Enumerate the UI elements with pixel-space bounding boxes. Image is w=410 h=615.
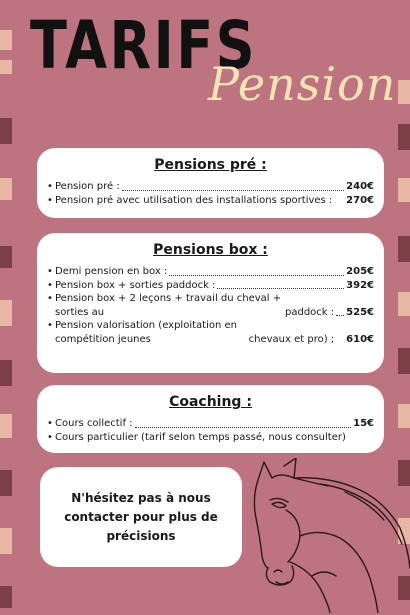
item-label-line1: • Pension valorisation (exploitation en compétition jeunes <box>55 320 237 345</box>
item-price: 525€ <box>346 306 374 318</box>
price-item <box>47 319 374 346</box>
item-price: 270€ <box>346 194 374 206</box>
item-label-line2: chevaux et pro) ; <box>248 333 335 345</box>
price-item <box>47 279 374 293</box>
section-heading: Pensions pré : <box>154 157 267 173</box>
dotted-leader <box>169 275 344 276</box>
item-label: • Cours particulier (tarif selon temps passé, nous consulter) <box>55 431 346 443</box>
item-label-line1: • Pension box + 2 leçons + travail du cheval + sorties au <box>55 293 282 318</box>
dotted-leader <box>336 315 344 316</box>
item-price: 392€ <box>346 279 374 291</box>
price-item <box>47 292 374 319</box>
item-label: • Pension pré : <box>55 181 120 192</box>
price-item <box>47 180 374 194</box>
item-label: • Pension box + sorties paddock : <box>55 279 216 291</box>
item-price: 15€ <box>353 418 374 429</box>
item-label: • Demi pension en box : <box>55 266 168 277</box>
item-label-line2: paddock : <box>285 306 335 318</box>
section-pensions-box <box>37 233 384 373</box>
item-price: 205€ <box>346 266 374 277</box>
item-price: 240€ <box>346 181 374 192</box>
section-heading: Pensions box : <box>153 242 268 258</box>
contact-callout <box>40 467 242 567</box>
item-price: 610€ <box>346 333 374 345</box>
contact-text: N'hésitez pas à nous contacter pour plus de précisions <box>64 490 218 543</box>
page-subtitle: Pension <box>208 57 397 111</box>
section-coaching <box>37 385 384 453</box>
section-heading: Coaching : <box>169 394 252 410</box>
dotted-leader <box>135 427 352 428</box>
price-item <box>47 194 374 208</box>
dotted-leader <box>217 288 344 289</box>
section-pensions-pre <box>37 148 384 218</box>
page-title: TARIFS <box>30 7 258 84</box>
dotted-leader <box>122 190 344 191</box>
price-item <box>47 265 374 279</box>
price-item <box>47 431 374 445</box>
item-label: • Pension pré avec utilisation des installations sportives : <box>55 194 333 206</box>
horse-head-line-art-icon <box>250 458 410 613</box>
item-label: • Cours collectif : <box>55 418 133 429</box>
price-item <box>47 417 374 431</box>
